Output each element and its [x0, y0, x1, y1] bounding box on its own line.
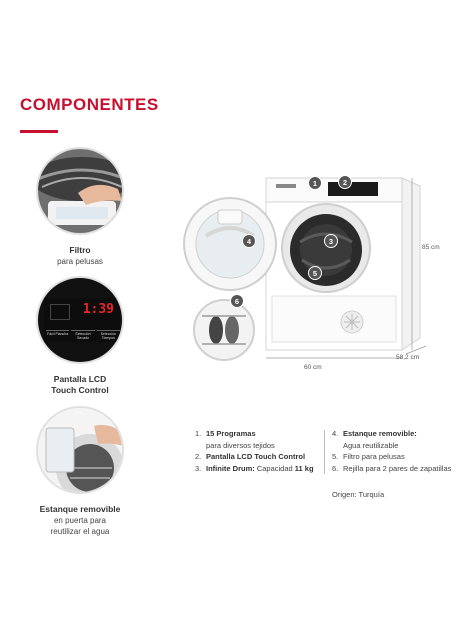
spec-number: 3.	[195, 463, 202, 473]
spec-number: 5.	[332, 452, 339, 461]
spec-item	[332, 463, 451, 475]
spec-title: Infinite Drum:	[206, 463, 255, 473]
lcd-button-time-select: Selección Tiempos	[97, 330, 120, 340]
dimension-width: 60 cm	[304, 364, 322, 371]
lcd-button-row	[46, 330, 120, 340]
spec-item	[332, 428, 451, 440]
callout-badge-3: 3	[324, 234, 338, 248]
callout-badge-6: 6	[230, 294, 244, 308]
title-underline	[20, 130, 58, 133]
spec-title: Estanque removible:	[343, 429, 417, 438]
spec-item	[195, 428, 314, 440]
spec-detail: para diversos tejidos	[206, 440, 275, 450]
spec-number: 2.	[195, 452, 202, 461]
feature-lcd-name-line1: Pantalla LCD	[53, 374, 107, 384]
spec-item-continued	[195, 440, 314, 452]
spec-number: 6.	[332, 463, 339, 473]
spec-text: Rejilla para 2 pares de zapatillas	[343, 463, 452, 473]
specs-right	[332, 428, 451, 474]
specs-left	[195, 428, 314, 474]
spec-detail: Agua reutilizable	[343, 440, 399, 450]
feature-water-tank-name: Estanque removible	[39, 504, 121, 514]
feature-lcd-name	[20, 374, 140, 396]
spec-number: 1.	[195, 429, 202, 438]
feature-filter	[20, 147, 140, 267]
lcd-button-easy-iron: Fácil Plancha	[46, 330, 69, 340]
feature-lcd-name-line2: Touch Control	[51, 385, 109, 395]
spec-title: 15 Programas	[206, 429, 256, 438]
feature-water-tank-desc2: reutilizar el agua	[50, 527, 110, 536]
callout-badge-4: 4	[242, 234, 256, 248]
origin-text: Origen: Turquía	[332, 490, 385, 499]
lcd-image	[36, 276, 124, 364]
spec-item	[195, 463, 314, 475]
feature-filter-name: Filtro	[69, 245, 91, 255]
feature-filter-desc: para pelusas	[57, 257, 103, 266]
spec-number: 4.	[332, 429, 339, 438]
water-tank-image	[36, 406, 124, 494]
lcd-icons	[50, 304, 70, 320]
spec-title: Pantalla LCD Touch Control	[206, 452, 306, 461]
specs-divider	[324, 430, 325, 474]
spec-detail: Capacidad	[254, 463, 295, 473]
dryer-illustration	[180, 170, 474, 380]
lcd-button-dry-select: Selección Secado	[71, 330, 94, 340]
spec-item	[195, 451, 314, 463]
filter-image	[36, 147, 124, 235]
lcd-display-value: 1:39	[82, 302, 114, 317]
feature-water-tank	[20, 406, 140, 537]
callout-badge-1: 1	[308, 176, 322, 190]
callout-badge-5: 5	[308, 266, 322, 280]
spec-item	[332, 451, 451, 463]
feature-lcd	[20, 276, 140, 396]
dimension-depth: 58,2 cm	[396, 354, 420, 361]
callout-badge-2: 2	[338, 175, 352, 189]
spec-text: Filtro para pelusas	[343, 452, 405, 461]
dimension-height: 85 cm	[422, 244, 440, 251]
page-title: COMPONENTES	[20, 95, 159, 114]
dryer-diagram	[180, 170, 474, 380]
feature-water-tank-desc1: en puerta para	[53, 516, 107, 525]
spec-capacity: 11 kg	[294, 463, 314, 473]
spec-item-continued	[332, 440, 451, 452]
